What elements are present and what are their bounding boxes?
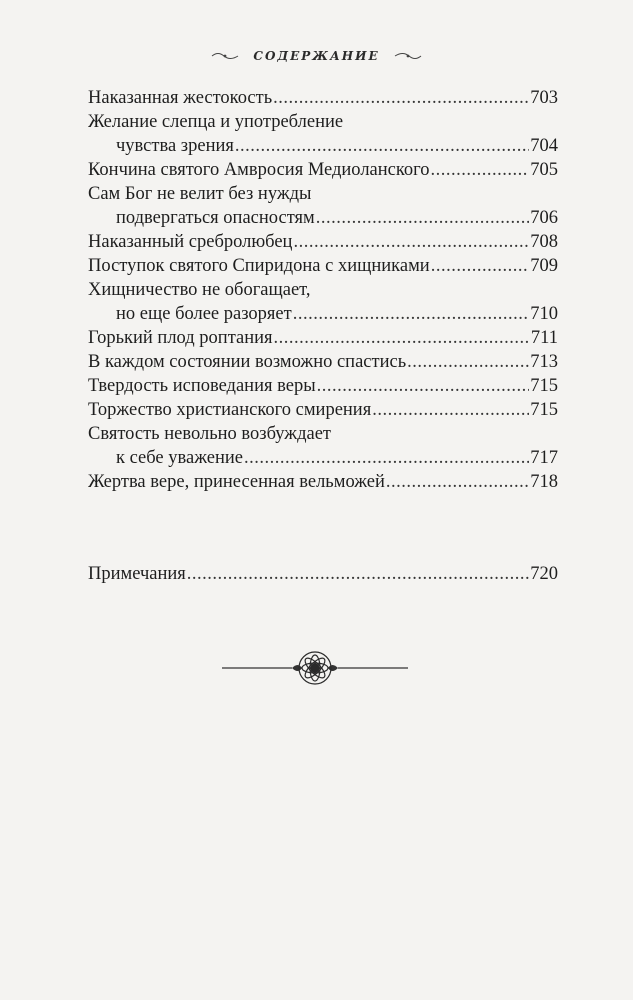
toc-entry[interactable] bbox=[88, 326, 558, 350]
toc-entry-title: Поступок святого Спиридона с хищниками bbox=[88, 256, 430, 276]
running-header bbox=[0, 46, 633, 66]
toc-page-number: 715 bbox=[530, 376, 558, 396]
toc-entry-title: Твердость исповедания веры bbox=[88, 376, 316, 396]
toc-entry-title: Горький плод роптания bbox=[88, 328, 273, 348]
toc-entry[interactable] bbox=[88, 86, 558, 110]
toc-page-number: 703 bbox=[530, 88, 558, 108]
toc-entry-title: Торжество христианского смирения bbox=[88, 400, 372, 420]
toc-page-number: 704 bbox=[530, 136, 558, 156]
toc-page-number: 705 bbox=[530, 160, 558, 180]
toc-entry[interactable] bbox=[88, 110, 558, 158]
toc-entry-title: подвергаться опасностям bbox=[116, 208, 315, 228]
toc-entry[interactable] bbox=[88, 278, 558, 326]
toc-entry[interactable] bbox=[88, 158, 558, 182]
toc-entry-title: Хищничество не обогащает, bbox=[88, 280, 311, 300]
toc-page-number: 715 bbox=[530, 400, 558, 420]
toc-entry-title: Наказанная жестокость bbox=[88, 88, 273, 108]
notes-entry[interactable] bbox=[88, 562, 558, 586]
table-of-contents bbox=[88, 86, 558, 494]
toc-entry-title: Желание слепца и употребление bbox=[88, 112, 344, 132]
toc-entry[interactable] bbox=[88, 422, 558, 470]
toc-page-number: 709 bbox=[530, 256, 558, 276]
toc-page-number: 717 bbox=[530, 448, 558, 468]
toc-entry-title: Сам Бог не велит без нужды bbox=[88, 184, 312, 204]
toc-entry-title: Святость невольно возбуждает bbox=[88, 424, 332, 444]
toc-entry[interactable] bbox=[88, 182, 558, 230]
toc-page-number: 713 bbox=[530, 352, 558, 372]
toc-entry-title: Жертва вере, принесенная вельможей bbox=[88, 472, 385, 492]
floral-divider-icon bbox=[220, 648, 410, 688]
toc-entry-title: чувства зрения bbox=[116, 136, 234, 156]
leader-dots bbox=[316, 206, 529, 230]
header-ornament-right-icon bbox=[394, 51, 422, 61]
toc-entry-title: Наказанный сребролюбец bbox=[88, 232, 293, 252]
leader-dots bbox=[244, 446, 529, 470]
leader-dots bbox=[293, 302, 530, 326]
leader-dots bbox=[187, 562, 529, 586]
toc-entry[interactable] bbox=[88, 350, 558, 374]
header-ornament-left-icon bbox=[211, 51, 239, 61]
notes-label: Примечания bbox=[88, 564, 186, 584]
leader-dots bbox=[407, 350, 529, 374]
toc-entry[interactable] bbox=[88, 230, 558, 254]
toc-entry[interactable] bbox=[88, 254, 558, 278]
leader-dots bbox=[273, 86, 529, 110]
leader-dots bbox=[386, 470, 529, 494]
toc-entry-title: В каждом состоянии возможно спастись bbox=[88, 352, 407, 372]
toc-page-number: 710 bbox=[530, 304, 558, 324]
notes-page-number: 720 bbox=[530, 564, 558, 584]
leader-dots bbox=[431, 254, 530, 278]
toc-entry[interactable] bbox=[88, 470, 558, 494]
toc-entry-title: но еще более разоряет bbox=[116, 304, 292, 324]
toc-entry[interactable] bbox=[88, 374, 558, 398]
leader-dots bbox=[431, 158, 530, 182]
toc-entry-title: Кончина святого Амвросия Медиоланского bbox=[88, 160, 430, 180]
leader-dots bbox=[372, 398, 529, 422]
toc-page-number: 718 bbox=[530, 472, 558, 492]
leader-dots bbox=[274, 326, 530, 350]
header-title: СОДЕРЖАНИЕ bbox=[253, 49, 380, 63]
toc-page-number: 706 bbox=[530, 208, 558, 228]
leader-dots bbox=[235, 134, 529, 158]
toc-entry-title: к себе уважение bbox=[116, 448, 243, 468]
leader-dots bbox=[317, 374, 530, 398]
toc-entry[interactable] bbox=[88, 398, 558, 422]
toc-page-number: 711 bbox=[530, 328, 558, 348]
toc-page-number: 708 bbox=[530, 232, 558, 252]
leader-dots bbox=[293, 230, 529, 254]
